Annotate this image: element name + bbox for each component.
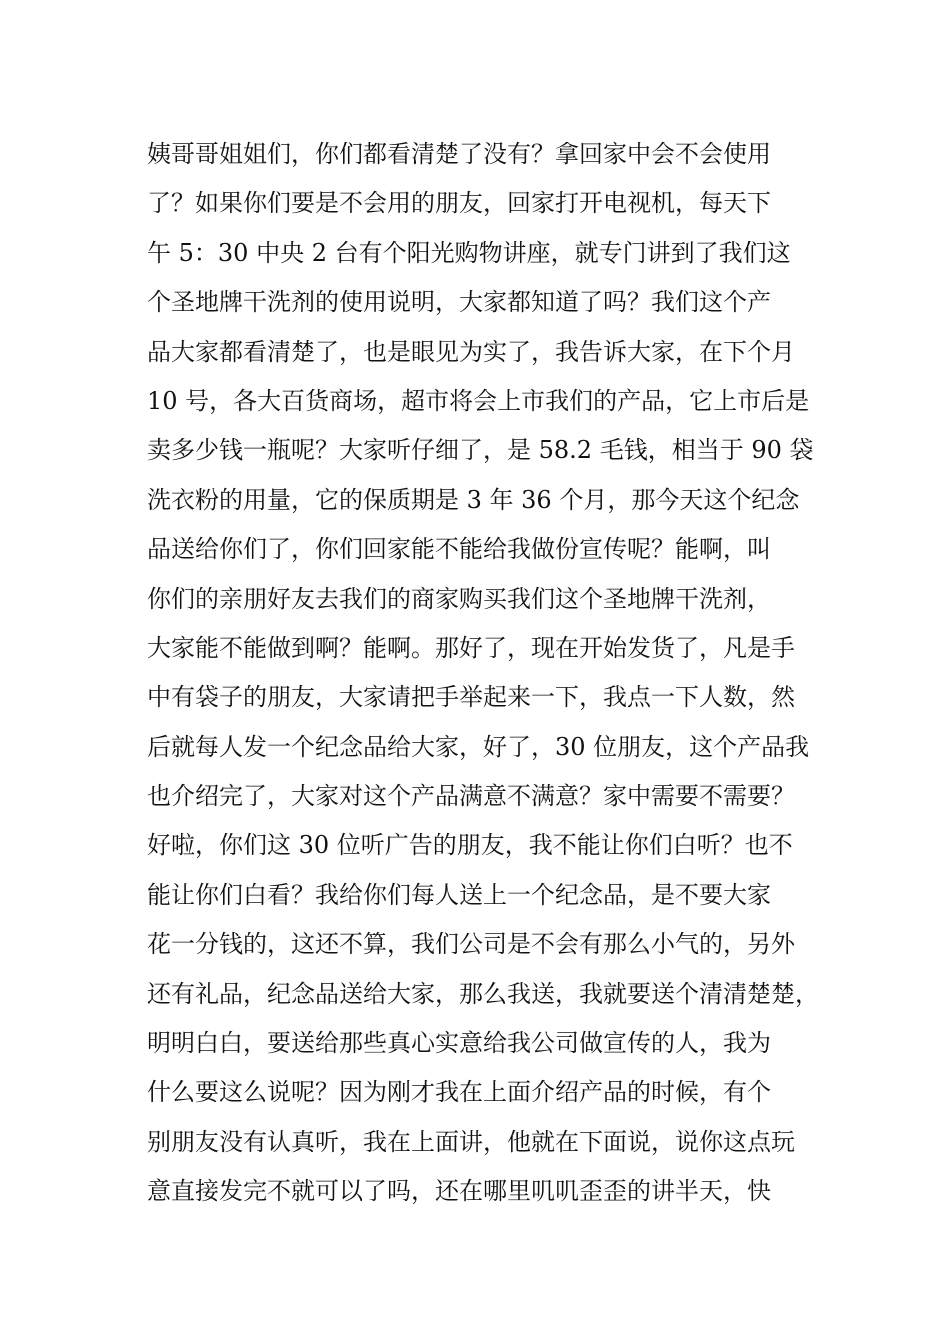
- text-line: 卖多少钱一瓶呢？大家听仔细了，是 58.2 毛钱，相当于 90 袋: [147, 436, 814, 465]
- text-line: 也介绍完了，大家对这个产品满意不满意？家中需要不需要？: [147, 782, 795, 811]
- text-line: 明明白白，要送给那些真心实意给我公司做宣传的人，我为: [147, 1029, 771, 1058]
- text-line: 什么要这么说呢？因为刚才我在上面介绍产品的时候，有个: [147, 1078, 771, 1107]
- text-line: 品送给你们了，你们回家能不能给我做份宣传呢？能啊，叫: [147, 535, 771, 564]
- text-line: 10 号，各大百货商场，超市将会上市我们的产品，它上市后是: [147, 386, 810, 415]
- text-line: 你们的亲朋好友去我们的商家购买我们这个圣地牌干洗剂，: [147, 584, 771, 613]
- body-text: [147, 130, 837, 1217]
- text-line: 大家能不能做到啊？能啊。那好了，现在开始发货了，凡是手: [147, 633, 795, 662]
- text-line: 品大家都看清楚了，也是眼见为实了，我告诉大家，在下个月: [147, 337, 795, 366]
- text-line: 好啦，你们这 30 位听广告的朋友，我不能让你们白听？也不: [147, 831, 793, 860]
- text-line: 别朋友没有认真听，我在上面讲，他就在下面说，说你这点玩: [147, 1127, 795, 1156]
- text-line: 意直接发完不就可以了吗，还在哪里叽叽歪歪的讲半天，快: [147, 1177, 771, 1206]
- text-line: 洗衣粉的用量，它的保质期是 3 年 36 个月，那今天这个纪念: [147, 485, 800, 514]
- text-line: 能让你们白看？我给你们每人送上一个纪念品，是不要大家: [147, 880, 771, 909]
- text-line: 中有袋子的朋友，大家请把手举起来一下，我点一下人数，然: [147, 683, 795, 712]
- text-line: 还有礼品，纪念品送给大家，那么我送，我就要送个清清楚楚，: [147, 979, 819, 1008]
- text-line: 后就每人发一个纪念品给大家，好了，30 位朋友，这个产品我: [147, 732, 810, 761]
- text-line: 了？如果你们要是不会用的朋友，回家打开电视机，每天下: [147, 189, 771, 218]
- text-line: 姨哥哥姐姐们，你们都看清楚了没有？拿回家中会不会使用: [147, 140, 771, 168]
- text-line: 午 5：30 中央 2 台有个阳光购物讲座，就专门讲到了我们这: [147, 238, 791, 267]
- text-line: 花一分钱的，这还不算，我们公司是不会有那么小气的，另外: [147, 930, 795, 959]
- text-line: 个圣地牌干洗剂的使用说明，大家都知道了吗？我们这个产: [147, 288, 771, 317]
